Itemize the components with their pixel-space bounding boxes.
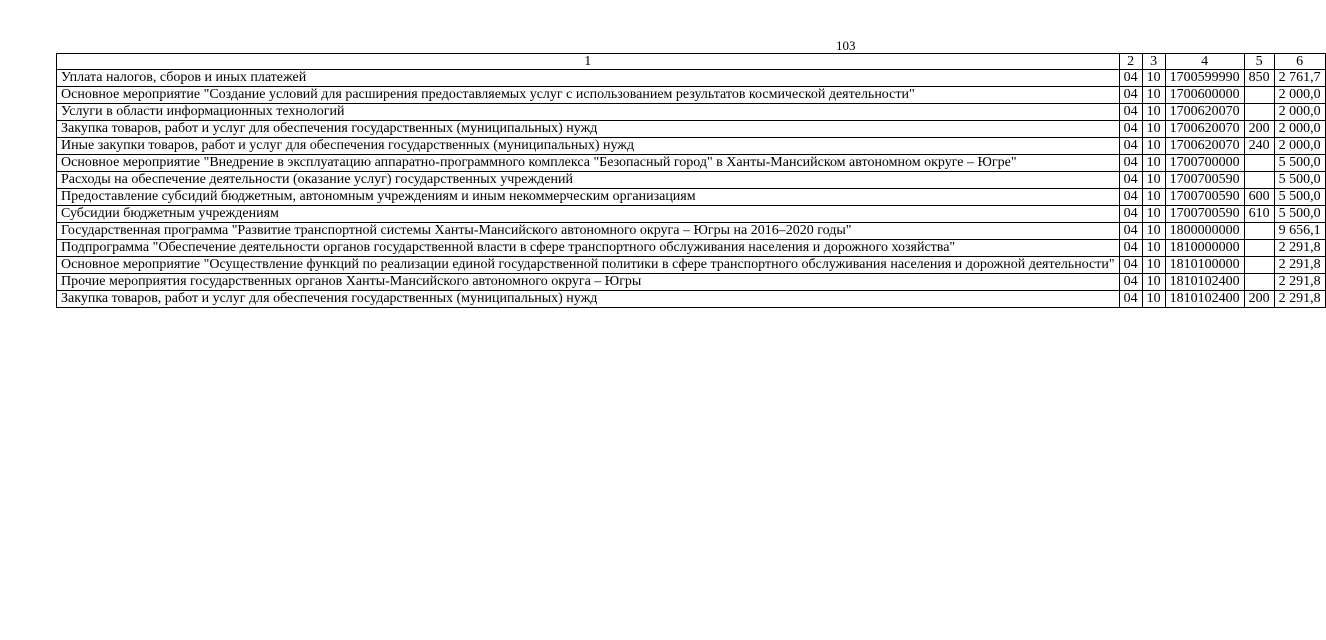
target-article-code: 1810102400 <box>1165 291 1244 308</box>
section-code: 04 <box>1119 291 1142 308</box>
expense-type-code <box>1244 104 1274 121</box>
subsection-code: 10 <box>1142 70 1165 87</box>
amount: 2 000,0 <box>1274 121 1325 138</box>
expense-type-code <box>1244 257 1274 274</box>
target-article-code: 1800000000 <box>1165 223 1244 240</box>
table-row <box>57 104 1326 121</box>
table-row <box>57 274 1326 291</box>
target-article-code: 1700620070 <box>1165 138 1244 155</box>
target-article-code: 1700620070 <box>1165 121 1244 138</box>
expense-type-code: 600 <box>1244 189 1274 206</box>
section-code: 04 <box>1119 223 1142 240</box>
subsection-code: 10 <box>1142 257 1165 274</box>
item-name: Предоставление субсидий бюджетным, автономным учреждениям и иным некоммерческим организациям <box>57 189 1120 206</box>
subsection-code: 10 <box>1142 274 1165 291</box>
item-name: Основное мероприятие "Создание условий для расширения предоставляемых услуг с использованием результатов космической деятельности" <box>57 87 1120 104</box>
table-row <box>57 138 1326 155</box>
subsection-code: 10 <box>1142 206 1165 223</box>
subsection-code: 10 <box>1142 172 1165 189</box>
amount: 2 291,8 <box>1274 257 1325 274</box>
column-header: 1 <box>57 54 1120 70</box>
item-name: Прочие мероприятия государственных органов Ханты-Мансийского автономного округа – Югры <box>57 274 1120 291</box>
subsection-code: 10 <box>1142 291 1165 308</box>
expense-type-code <box>1244 87 1274 104</box>
item-name: Закупка товаров, работ и услуг для обеспечения государственных (муниципальных) нужд <box>57 291 1120 308</box>
subsection-code: 10 <box>1142 87 1165 104</box>
amount: 5 500,0 <box>1274 155 1325 172</box>
expense-type-code: 200 <box>1244 291 1274 308</box>
target-article-code: 1700700000 <box>1165 155 1244 172</box>
subsection-code: 10 <box>1142 155 1165 172</box>
section-code: 04 <box>1119 189 1142 206</box>
section-code: 04 <box>1119 104 1142 121</box>
column-header: 6 <box>1274 54 1325 70</box>
section-code: 04 <box>1119 70 1142 87</box>
table-row <box>57 291 1326 308</box>
table-row <box>57 257 1326 274</box>
amount: 2 000,0 <box>1274 87 1325 104</box>
amount: 2 761,7 <box>1274 70 1325 87</box>
item-name: Расходы на обеспечение деятельности (оказание услуг) государственных учреждений <box>57 172 1120 189</box>
target-article-code: 1810000000 <box>1165 240 1244 257</box>
section-code: 04 <box>1119 155 1142 172</box>
amount: 2 000,0 <box>1274 138 1325 155</box>
table-row <box>57 155 1326 172</box>
item-name: Основное мероприятие "Осуществление функций по реализации единой государственной политики в сфере транспортного обслуживания населения и дорожной деятельности" <box>57 257 1120 274</box>
column-header: 2 <box>1119 54 1142 70</box>
amount: 5 500,0 <box>1274 172 1325 189</box>
subsection-code: 10 <box>1142 138 1165 155</box>
header-row <box>57 54 1326 70</box>
page-number: 103 <box>836 38 856 53</box>
column-header: 4 <box>1165 54 1244 70</box>
table-row <box>57 70 1326 87</box>
expense-type-code: 240 <box>1244 138 1274 155</box>
expense-type-code: 850 <box>1244 70 1274 87</box>
subsection-code: 10 <box>1142 223 1165 240</box>
table-row <box>57 87 1326 104</box>
expense-type-code <box>1244 155 1274 172</box>
item-name: Закупка товаров, работ и услуг для обеспечения государственных (муниципальных) нужд <box>57 121 1120 138</box>
item-name: Субсидии бюджетным учреждениям <box>57 206 1120 223</box>
section-code: 04 <box>1119 274 1142 291</box>
target-article-code: 1700700590 <box>1165 206 1244 223</box>
section-code: 04 <box>1119 172 1142 189</box>
item-name: Услуги в области информационных технологий <box>57 104 1120 121</box>
expense-type-code <box>1244 240 1274 257</box>
subsection-code: 10 <box>1142 104 1165 121</box>
expense-type-code <box>1244 172 1274 189</box>
item-name: Государственная программа "Развитие транспортной системы Ханты-Мансийского автономного округа – Югры на 2016–2020 годы" <box>57 223 1120 240</box>
section-code: 04 <box>1119 240 1142 257</box>
amount: 9 656,1 <box>1274 223 1325 240</box>
column-header: 5 <box>1244 54 1274 70</box>
budget-table <box>56 53 1326 308</box>
table-row <box>57 206 1326 223</box>
amount: 5 500,0 <box>1274 189 1325 206</box>
target-article-code: 1810100000 <box>1165 257 1244 274</box>
item-name: Подпрограмма "Обеспечение деятельности органов государственной власти в сфере транспортного обслуживания населения и дорожного хозяйства" <box>57 240 1120 257</box>
item-name: Уплата налогов, сборов и иных платежей <box>57 70 1120 87</box>
column-header: 3 <box>1142 54 1165 70</box>
item-name: Иные закупки товаров, работ и услуг для обеспечения государственных (муниципальных) нужд <box>57 138 1120 155</box>
target-article-code: 1700700590 <box>1165 189 1244 206</box>
target-article-code: 1810102400 <box>1165 274 1244 291</box>
section-code: 04 <box>1119 257 1142 274</box>
expense-type-code: 610 <box>1244 206 1274 223</box>
section-code: 04 <box>1119 121 1142 138</box>
expense-type-code <box>1244 223 1274 240</box>
section-code: 04 <box>1119 206 1142 223</box>
section-code: 04 <box>1119 138 1142 155</box>
table-row <box>57 240 1326 257</box>
expense-type-code <box>1244 274 1274 291</box>
target-article-code: 1700600000 <box>1165 87 1244 104</box>
target-article-code: 1700599990 <box>1165 70 1244 87</box>
table-row <box>57 189 1326 206</box>
subsection-code: 10 <box>1142 121 1165 138</box>
target-article-code: 1700700590 <box>1165 172 1244 189</box>
subsection-code: 10 <box>1142 189 1165 206</box>
table-row <box>57 223 1326 240</box>
table-row <box>57 172 1326 189</box>
table-row <box>57 121 1326 138</box>
amount: 2 291,8 <box>1274 291 1325 308</box>
subsection-code: 10 <box>1142 240 1165 257</box>
target-article-code: 1700620070 <box>1165 104 1244 121</box>
amount: 2 291,8 <box>1274 274 1325 291</box>
item-name: Основное мероприятие "Внедрение в эксплуатацию аппаратно-программного комплекса "Безопасный город" в Ханты-Мансийском автономном округе – Югре" <box>57 155 1120 172</box>
amount: 2 000,0 <box>1274 104 1325 121</box>
expense-type-code: 200 <box>1244 121 1274 138</box>
amount: 5 500,0 <box>1274 206 1325 223</box>
amount: 2 291,8 <box>1274 240 1325 257</box>
section-code: 04 <box>1119 87 1142 104</box>
